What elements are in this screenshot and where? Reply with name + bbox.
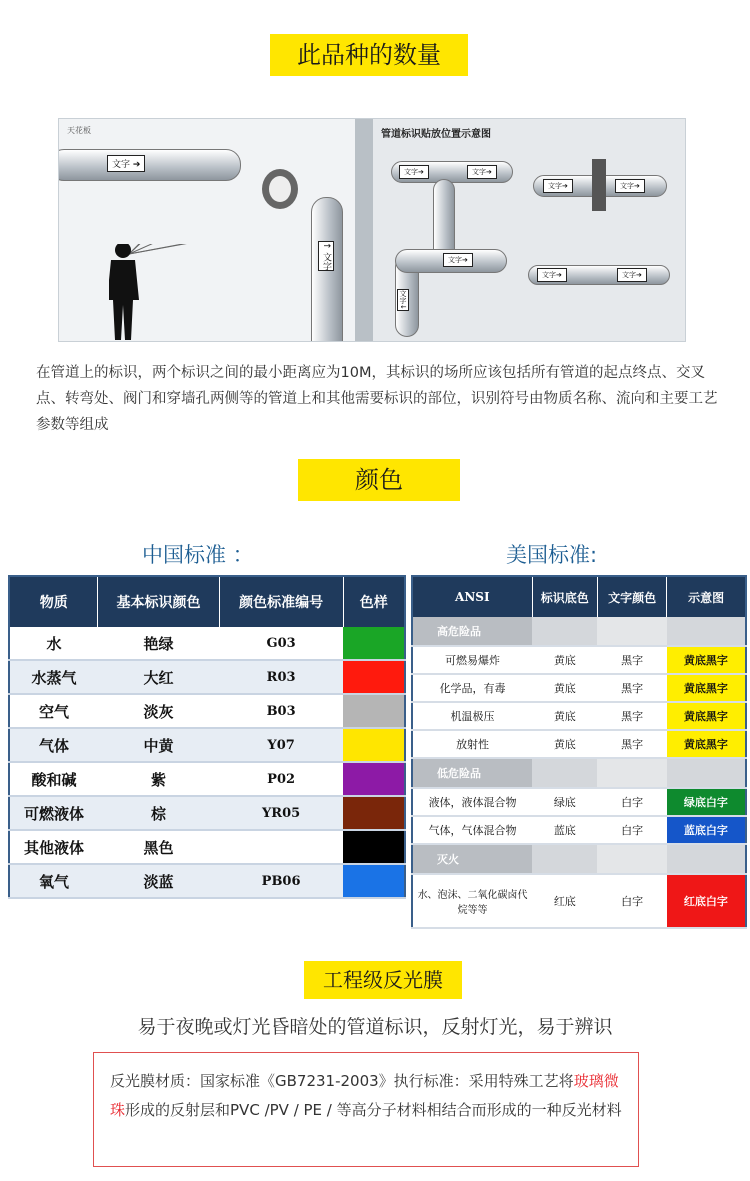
group-blank-cell	[597, 617, 666, 646]
group-blank-cell	[532, 758, 597, 788]
cell-item: 机温极压	[412, 702, 532, 730]
sample-swatch: 黄底黑字	[667, 646, 746, 674]
cell-code: YR05	[219, 796, 343, 830]
us-color-table	[411, 575, 747, 929]
cell-bg-color: 红底	[532, 874, 597, 928]
cell-bg-color: 黄底	[532, 646, 597, 674]
note-text-part2: 形成的反射层和PVC /PV / PE / 等高分子材料相结合而形成的一种反光材料	[125, 1101, 622, 1119]
group-blank-cell	[597, 758, 666, 788]
horizontal-pipe	[58, 149, 241, 181]
pipe-label-horizontal: 文字 ➔	[107, 155, 145, 172]
cell-bg-color: 蓝底	[532, 816, 597, 844]
wall-pipe-label-left: 文字➔	[543, 179, 573, 193]
cell-color-name: 淡蓝	[98, 864, 219, 898]
group-blank-cell	[667, 758, 746, 788]
cell-text-color: 白字	[597, 816, 666, 844]
wall-divider	[355, 119, 373, 341]
table-row	[9, 762, 405, 796]
cell-text-color: 黑字	[597, 730, 666, 758]
cell-bg-color: 绿底	[532, 788, 597, 816]
sample-swatch: 蓝底白字	[667, 816, 746, 844]
cell-substance: 气体	[9, 728, 98, 762]
color-swatch	[343, 728, 405, 762]
illustration-room-view	[59, 119, 369, 341]
table-row	[9, 796, 405, 830]
table-row	[412, 646, 746, 674]
cell-bg-color: 黄底	[532, 730, 597, 758]
header-text-color: 文字颜色	[597, 576, 666, 617]
placement-description: 在管道上的标识，两个标识之间的最小距离应为10M，其标识的场所应该包括所有管道的起点终点、交叉点、转弯处、阀门和穿墙孔两侧等的管道上和其他需要标识的部位，识别符号由物质名称、流向和主要工艺参数等组成	[36, 365, 718, 433]
cell-substance: 其他液体	[9, 830, 98, 864]
cell-item: 液体，液体混合物	[412, 788, 532, 816]
group-row	[412, 758, 746, 788]
table-header-row	[9, 576, 405, 627]
cell-text-color: 黑字	[597, 674, 666, 702]
pipe-ring-icon	[262, 169, 298, 209]
reflective-slogan: 易于夜晚或灯光昏暗处的管道标识，反射灯光，易于辨识	[137, 1016, 613, 1038]
color-swatch	[343, 660, 405, 694]
cell-text-color: 白字	[597, 874, 666, 928]
section-title-quantity: 此品种的数量	[270, 34, 468, 76]
ceiling-tag: 天花板	[67, 126, 91, 135]
group-label: 灭火	[412, 844, 532, 874]
cell-color-name: 棕	[98, 796, 219, 830]
cell-substance: 水	[9, 627, 98, 660]
table-row	[9, 627, 405, 660]
pipe-label-vertical: ↑ 文字	[318, 241, 334, 271]
header-code: 颜色标准编号	[219, 576, 343, 627]
section-title-reflective-film: 工程级反光膜	[304, 961, 462, 999]
header-ansi: ANSI	[412, 576, 532, 617]
flat-pipe-label-right: 文字➔	[617, 268, 647, 282]
flat-pipe-label-left: 文字➔	[537, 268, 567, 282]
cell-code: R03	[219, 660, 343, 694]
table-row	[412, 674, 746, 702]
cell-color-name: 紫	[98, 762, 219, 796]
header-color: 基本标识颜色	[98, 576, 219, 627]
header-sample: 示意图	[667, 576, 746, 617]
group-blank-cell	[597, 844, 666, 874]
cell-color-name: 中黄	[98, 728, 219, 762]
cell-item: 可燃易爆炸	[412, 646, 532, 674]
cell-code: B03	[219, 694, 343, 728]
color-swatch	[343, 762, 405, 796]
cell-item: 水、泡沫、二氧化碳卤代烷等等	[412, 874, 532, 928]
table-header-row	[412, 576, 746, 617]
group-blank-cell	[532, 617, 597, 646]
sample-swatch: 黄底黑字	[667, 702, 746, 730]
color-swatch	[343, 796, 405, 830]
cell-substance: 氧气	[9, 864, 98, 898]
note-text-part1: 反光膜材质：国家标准《GB7231-2003》执行标准：采用特殊工艺将	[110, 1072, 574, 1090]
cell-substance: 空气	[9, 694, 98, 728]
cell-item: 化学品，有毒	[412, 674, 532, 702]
section-title-color: 颜色	[298, 459, 460, 501]
cell-color-name: 淡灰	[98, 694, 219, 728]
table-row	[9, 830, 405, 864]
color-swatch	[343, 830, 405, 864]
color-swatch	[343, 864, 405, 898]
cell-code: Y07	[219, 728, 343, 762]
t-pipe-label-left: 文字➔	[399, 165, 429, 179]
cell-item: 气体，气体混合物	[412, 816, 532, 844]
cell-bg-color: 黄底	[532, 702, 597, 730]
header-substance: 物质	[9, 576, 98, 627]
cell-substance: 水蒸气	[9, 660, 98, 694]
table-row	[9, 694, 405, 728]
elbow-pipe-label-vertical: 文字↓	[399, 290, 407, 310]
header-bg-color: 标识底色	[532, 576, 597, 617]
china-color-table	[8, 575, 406, 899]
table-row	[412, 788, 746, 816]
table-row	[412, 816, 746, 844]
group-row	[412, 844, 746, 874]
sample-swatch: 绿底白字	[667, 788, 746, 816]
cell-text-color: 黑字	[597, 646, 666, 674]
table-row	[412, 874, 746, 928]
group-row	[412, 617, 746, 646]
china-standard-title: 中国标准 ：	[142, 543, 254, 567]
cell-color-name: 艳绿	[98, 627, 219, 660]
sample-swatch: 黄底黑字	[667, 674, 746, 702]
table-row	[9, 864, 405, 898]
table-row	[9, 660, 405, 694]
us-standard-title: 美国标准:	[506, 543, 598, 567]
group-label: 高危险品	[412, 617, 532, 646]
diagram-title: 管道标识贴放位置示意图	[381, 129, 491, 140]
cell-code: G03	[219, 627, 343, 660]
cell-code: PB06	[219, 864, 343, 898]
sample-swatch: 黄底黑字	[667, 730, 746, 758]
note-highlight: 玻璃微珠	[110, 1072, 619, 1119]
cell-color-name: 大红	[98, 660, 219, 694]
wall-pipe-label-right: 文字➔	[615, 179, 645, 193]
pipe-marking-illustration	[58, 118, 686, 342]
person-icon	[109, 244, 249, 342]
sample-swatch: 红底白字	[667, 874, 746, 928]
cell-substance: 可燃液体	[9, 796, 98, 830]
group-label: 低危险品	[412, 758, 532, 788]
group-blank-cell	[667, 617, 746, 646]
t-pipe-label-right: 文字➔	[467, 165, 497, 179]
cell-color-name: 黑色	[98, 830, 219, 864]
group-blank-cell	[667, 844, 746, 874]
material-note-box	[93, 1052, 639, 1167]
table-row	[412, 702, 746, 730]
cell-substance: 酸和碱	[9, 762, 98, 796]
color-swatch	[343, 694, 405, 728]
illustration-placement-diagram	[373, 119, 685, 341]
color-swatch	[343, 627, 405, 660]
cell-text-color: 白字	[597, 788, 666, 816]
wall-block	[592, 159, 606, 211]
cell-bg-color: 黄底	[532, 674, 597, 702]
elbow-pipe-label: 文字➔	[443, 253, 473, 267]
table-row	[412, 730, 746, 758]
cell-code: P02	[219, 762, 343, 796]
table-row	[9, 728, 405, 762]
header-swatch: 色样	[343, 576, 405, 627]
cell-code	[219, 830, 343, 864]
cell-item: 放射性	[412, 730, 532, 758]
cell-text-color: 黑字	[597, 702, 666, 730]
group-blank-cell	[532, 844, 597, 874]
